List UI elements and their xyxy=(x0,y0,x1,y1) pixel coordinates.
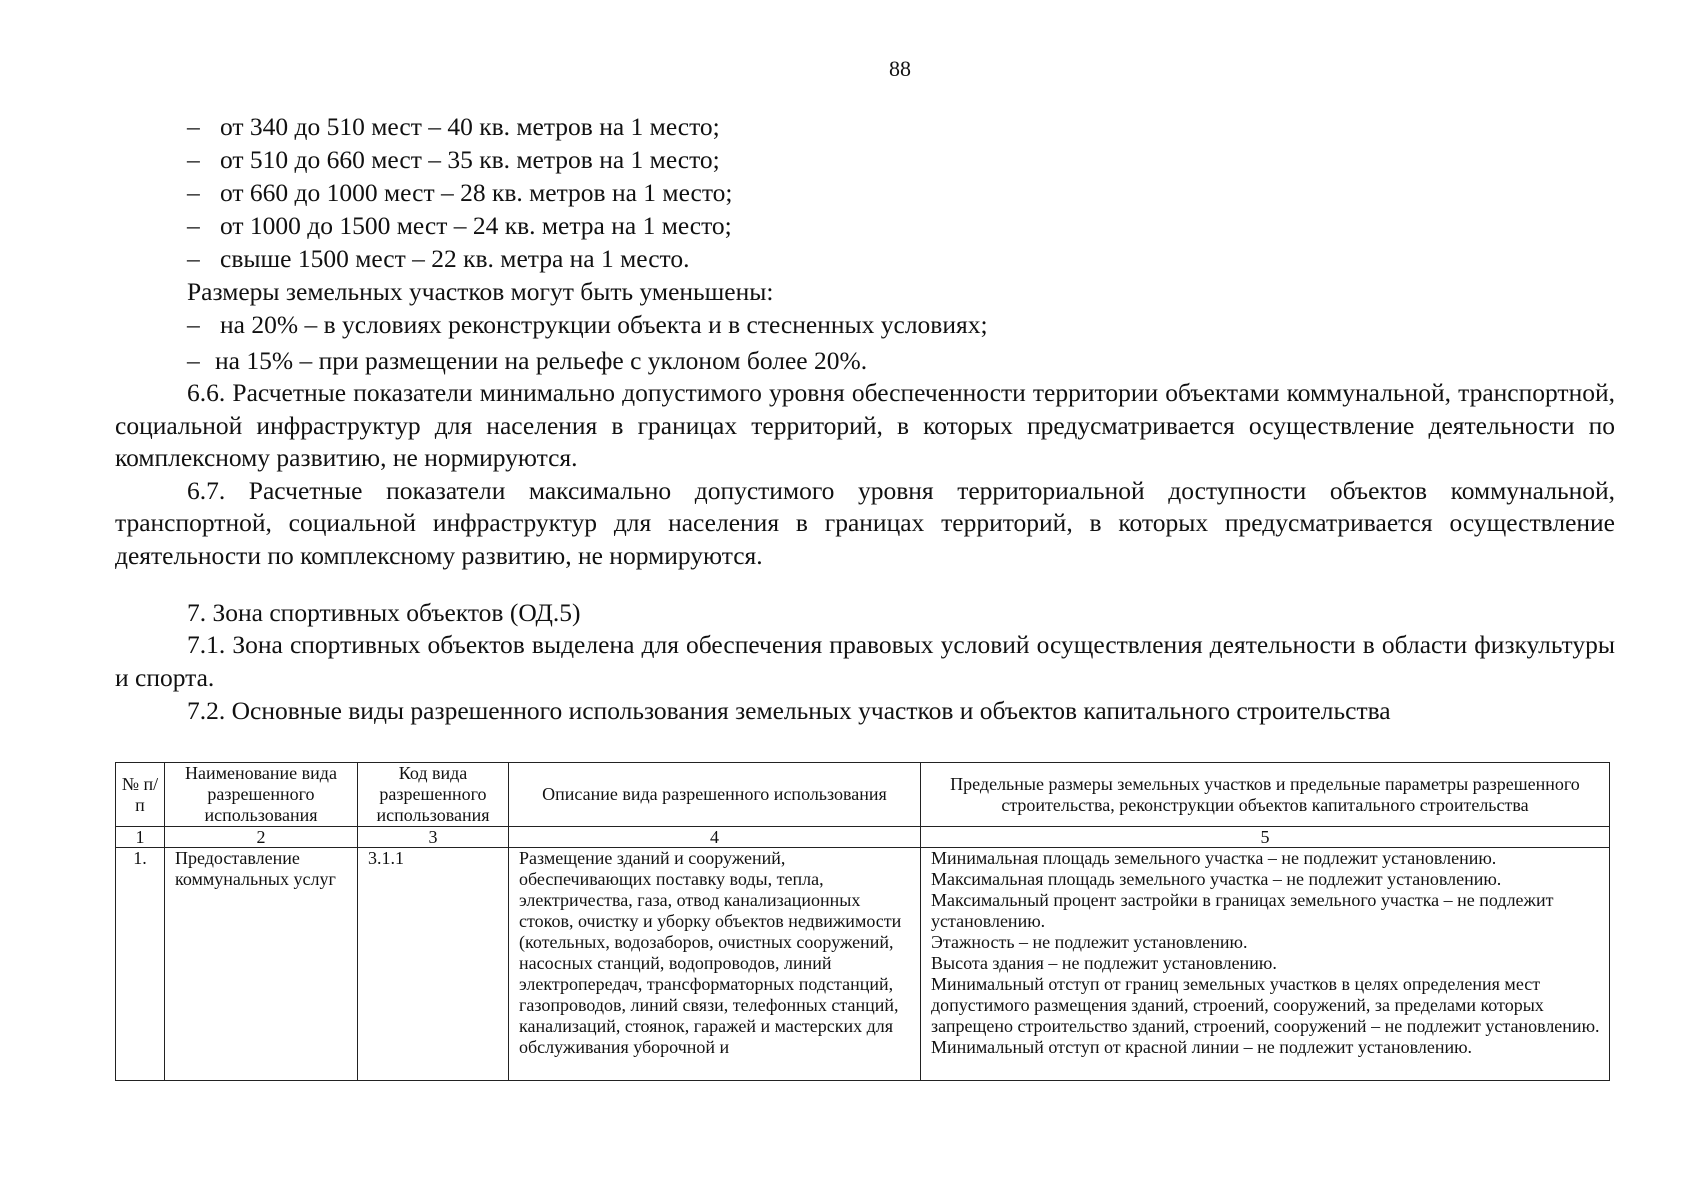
list-item xyxy=(115,308,1615,341)
table-row xyxy=(116,848,1610,1081)
column-number: 1 xyxy=(116,827,165,848)
spacer xyxy=(115,572,1615,596)
dash-marker: – xyxy=(187,112,200,141)
column-number: 4 xyxy=(509,827,921,848)
dash-marker: – xyxy=(187,145,200,174)
header-num: № п/п xyxy=(116,763,165,827)
list-item-text: на 15% – при размещении на рельефе с уклоном более 20%. xyxy=(215,346,868,375)
list-item xyxy=(115,110,1615,143)
dash-marker: – xyxy=(187,178,200,207)
column-number: 3 xyxy=(358,827,509,848)
list-item-text: свыше 1500 мест – 22 кв. метра на 1 место. xyxy=(220,244,690,273)
table-header-row xyxy=(116,763,1610,827)
header-limits: Предельные размеры земельных участков и предельные параметры разрешенного строительства, реконструкции объектов капитального строительства xyxy=(921,763,1610,827)
list-item-text: от 1000 до 1500 мест – 24 кв. метра на 1 место; xyxy=(220,211,732,240)
land-use-table xyxy=(115,762,1610,1081)
limit-line: Этажность – не подлежит установлению. xyxy=(931,932,1248,952)
row-name: Предоставление коммунальных услуг xyxy=(165,848,358,1081)
list-item xyxy=(115,209,1615,242)
list-item xyxy=(115,176,1615,209)
column-number-row xyxy=(116,827,1610,848)
paragraph-7-1: 7.1. Зона спортивных объектов выделена для обеспечения правовых условий осуществления деятельности в области физкультуры и спорта. xyxy=(115,630,1615,692)
limit-line: Минимальная площадь земельного участка – не подлежит установлению. xyxy=(931,848,1497,868)
header-desc: Описание вида разрешенного использования xyxy=(509,763,921,827)
paragraph-6-6: 6.6. Расчетные показатели минимально допустимого уровня обеспеченности территории объектами коммунальной, транспортной, социальной инфраструктур для населения в границах территорий, в которых предусматривается осуществление деятельности по комплексному развитию, не нормируются. xyxy=(115,378,1615,472)
dash-marker: – xyxy=(187,310,200,339)
list-item-text: на 20% – в условиях реконструкции объекта и в стесненных условиях; xyxy=(220,310,988,339)
dash-marker: – xyxy=(187,346,200,375)
row-limits xyxy=(921,848,1610,1081)
list-item xyxy=(115,344,1615,377)
limit-line: Высота здания – не подлежит установлению. xyxy=(931,953,1277,973)
column-number: 2 xyxy=(165,827,358,848)
limit-line: Минимальный отступ от красной линии – не подлежит установлению. xyxy=(931,1037,1473,1057)
list-item xyxy=(115,143,1615,176)
header-name: Наименование вида разрешенного использования xyxy=(165,763,358,827)
list-item-text: от 340 до 510 мест – 40 кв. метров на 1 место; xyxy=(220,112,720,141)
reduce-intro: Размеры земельных участков могут быть уменьшены: xyxy=(187,277,774,306)
dash-marker: – xyxy=(187,244,200,273)
paragraph-6-7: 6.7. Расчетные показатели максимально допустимого уровня территориальной доступности объектов коммунальной, транспортной, социальной инфраструктур для населения в границах территорий, в которых предусматривается осуществление деятельности по комплексному развитию, не нормируются. xyxy=(115,475,1615,570)
list-item-text: от 510 до 660 мест – 35 кв. метров на 1 место; xyxy=(220,145,720,174)
header-code: Код вида разрешенного использования xyxy=(358,763,509,827)
paragraph-7-2: 7.2. Основные виды разрешенного использования земельных участков и объектов капитального строительства xyxy=(187,696,1391,725)
section-title: 7. Зона спортивных объектов (ОД.5) xyxy=(187,598,581,627)
limit-line: Максимальная площадь земельного участка – не подлежит установлению. xyxy=(931,869,1502,889)
list-item-text: от 660 до 1000 мест – 28 кв. метров на 1 место; xyxy=(220,178,733,207)
limit-line: Максимальный процент застройки в границах земельного участка – не подлежит установлению. xyxy=(931,890,1554,931)
list-item xyxy=(115,242,1615,275)
row-desc: Размещение зданий и сооружений, обеспечивающих поставку воды, тепла, электричества, газа, отвод канализационных стоков, очистку и уборку объектов недвижимости (котельных, водозаборов, очистных сооружений, насосных станций, водопроводов, линий электропередач, трансформаторных подстанций, газопроводов, линий связи, телефонных станций, канализаций, стоянок, гаражей и мастерских для обслуживания уборочной и xyxy=(509,848,921,1081)
limit-line: Минимальный отступ от границ земельных участков в целях определения мест допустимого размещения зданий, строений, сооружений, за пределами которых запрещено строительство зданий, строений, сооружений – не подлежит установлению. xyxy=(931,974,1600,1036)
row-code: 3.1.1 xyxy=(358,848,509,1081)
document-body xyxy=(115,110,1615,727)
column-number: 5 xyxy=(921,827,1610,848)
row-num: 1. xyxy=(116,848,165,1081)
page-number: 88 xyxy=(889,56,911,81)
dash-marker: – xyxy=(187,211,200,240)
